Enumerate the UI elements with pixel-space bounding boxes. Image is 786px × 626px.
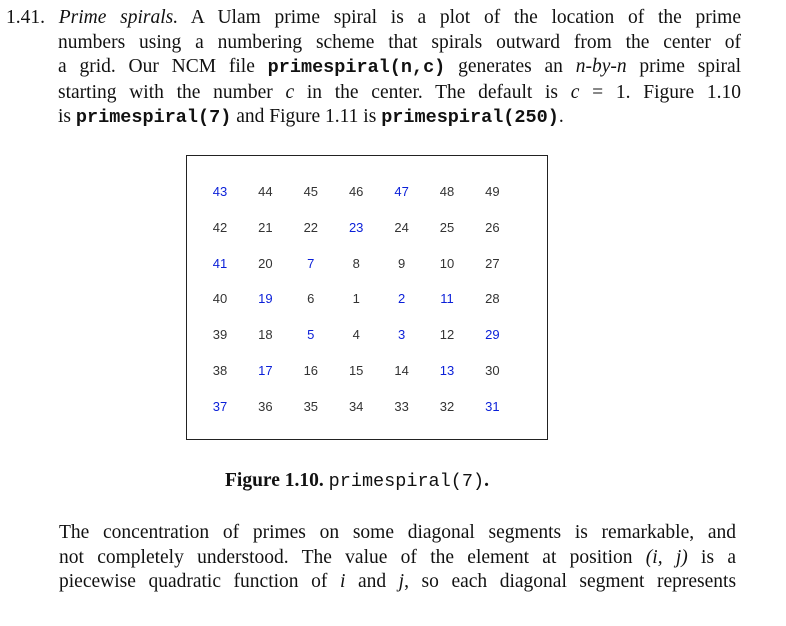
composite-number-cell: 33 bbox=[394, 398, 409, 414]
body-text: piecewise quadratic function of bbox=[59, 571, 328, 592]
composite-number-cell: 10 bbox=[439, 255, 455, 271]
exercise-line-3 bbox=[6, 55, 741, 81]
code-primespiral-250: primespiral(250) bbox=[381, 107, 559, 128]
composite-number-cell: 30 bbox=[485, 363, 500, 378]
composite-number-cell: 12 bbox=[439, 327, 455, 343]
composite-number-cell: 1 bbox=[352, 291, 360, 307]
prime-number-cell: 2 bbox=[397, 291, 406, 307]
composite-number-cell: 44 bbox=[258, 184, 273, 199]
exercise-text: = 1. Figure 1.10 bbox=[592, 81, 741, 103]
n-by-n-term: n-by-n bbox=[575, 56, 627, 77]
composite-number-cell: 27 bbox=[485, 255, 500, 271]
exercise-text: starting with the number bbox=[58, 81, 273, 103]
composite-number-cell: 49 bbox=[485, 184, 500, 199]
exercise-text: and Figure 1.11 is bbox=[236, 106, 377, 127]
prime-number-cell: 19 bbox=[258, 291, 273, 307]
composite-number-cell: 22 bbox=[303, 219, 319, 235]
composite-number-cell: 40 bbox=[212, 291, 228, 307]
body-text: is a bbox=[701, 546, 736, 568]
composite-number-cell: 32 bbox=[439, 398, 455, 414]
exercise-line-1 bbox=[6, 6, 741, 31]
code-primespiral-7: primespiral(7) bbox=[75, 107, 232, 128]
composite-number-cell: 45 bbox=[303, 184, 319, 199]
figure-caption bbox=[225, 470, 489, 492]
composite-number-cell: 6 bbox=[307, 291, 315, 307]
composite-number-cell: 8 bbox=[352, 255, 360, 271]
caption-label: Figure 1.10. bbox=[225, 470, 324, 491]
body-line-3 bbox=[59, 570, 736, 595]
exercise-line-2 bbox=[6, 31, 741, 56]
body-line-2 bbox=[59, 546, 736, 571]
exercise-text: prime spiral bbox=[639, 56, 742, 77]
prime-number-cell: 13 bbox=[439, 363, 455, 378]
composite-number-cell: 24 bbox=[394, 219, 409, 235]
prime-number-cell: 11 bbox=[440, 291, 454, 307]
composite-number-cell: 26 bbox=[485, 219, 500, 235]
composite-number-cell: 48 bbox=[439, 184, 455, 199]
composite-number-cell: 16 bbox=[303, 363, 319, 378]
composite-number-cell: 21 bbox=[258, 219, 273, 235]
code-primespiral-nc: primespiral(n,c) bbox=[267, 57, 446, 78]
composite-number-cell: 42 bbox=[212, 219, 228, 235]
prime-number-cell: 31 bbox=[485, 398, 500, 414]
var-j: j bbox=[398, 571, 405, 592]
composite-number-cell: 36 bbox=[258, 398, 273, 414]
composite-number-cell: 35 bbox=[303, 398, 319, 414]
exercise-number: 1.41. bbox=[6, 7, 45, 28]
exercise-title: Prime spirals. bbox=[58, 7, 179, 28]
composite-number-cell: 15 bbox=[348, 363, 364, 378]
exercise-paragraph bbox=[6, 6, 741, 131]
exercise-text: numbers using a numbering scheme that spirals outward from the center of bbox=[58, 31, 741, 53]
prime-number-cell: 43 bbox=[212, 184, 228, 199]
composite-number-cell: 46 bbox=[348, 184, 364, 199]
prime-number-cell: 23 bbox=[348, 219, 364, 235]
composite-number-cell: 34 bbox=[348, 398, 364, 414]
caption-code: primespiral(7) bbox=[328, 471, 485, 492]
body-paragraph bbox=[59, 521, 736, 595]
composite-number-cell: 25 bbox=[439, 219, 455, 235]
composite-number-cell: 20 bbox=[258, 255, 273, 271]
exercise-text: generates an bbox=[458, 56, 563, 77]
prime-spiral-figure bbox=[186, 155, 548, 440]
prime-number-cell: 5 bbox=[307, 327, 315, 343]
exercise-text: A Ulam prime spiral is a plot of the location of the prime bbox=[190, 7, 741, 28]
body-text: , so each diagonal segment represents bbox=[404, 571, 737, 592]
exercise-text: in the center. The default is bbox=[306, 81, 559, 103]
prime-number-cell: 47 bbox=[394, 184, 409, 199]
var-c: c bbox=[285, 81, 295, 103]
composite-number-cell: 39 bbox=[212, 327, 228, 343]
body-text: The concentration of primes on some diagonal segments is remarkable, and bbox=[59, 522, 736, 543]
eq-c: c bbox=[570, 81, 580, 103]
exercise-line-4 bbox=[6, 81, 741, 106]
var-i: i bbox=[339, 571, 346, 592]
composite-number-cell: 14 bbox=[394, 363, 409, 378]
exercise-line-5 bbox=[6, 105, 741, 131]
prime-number-cell: 7 bbox=[307, 255, 315, 271]
composite-number-cell: 28 bbox=[485, 291, 500, 307]
exercise-text: a grid. Our NCM file bbox=[58, 56, 255, 77]
caption-end: . bbox=[484, 470, 489, 491]
composite-number-cell: 18 bbox=[258, 327, 273, 343]
position-ij: (i, j) bbox=[645, 546, 688, 568]
composite-number-cell: 9 bbox=[397, 255, 406, 271]
prime-number-cell: 29 bbox=[485, 327, 500, 343]
exercise-text: . bbox=[558, 106, 564, 127]
composite-number-cell: 4 bbox=[352, 327, 360, 343]
prime-number-cell: 17 bbox=[258, 363, 273, 378]
prime-number-cell: 3 bbox=[397, 327, 406, 343]
prime-number-cell: 41 bbox=[212, 255, 228, 271]
body-text: and bbox=[357, 571, 387, 592]
body-text: not completely understood. The value of the element at position bbox=[59, 546, 633, 568]
body-line-1 bbox=[59, 521, 736, 546]
exercise-text: is bbox=[58, 106, 72, 127]
prime-number-cell: 37 bbox=[212, 398, 228, 414]
composite-number-cell: 38 bbox=[212, 363, 228, 378]
